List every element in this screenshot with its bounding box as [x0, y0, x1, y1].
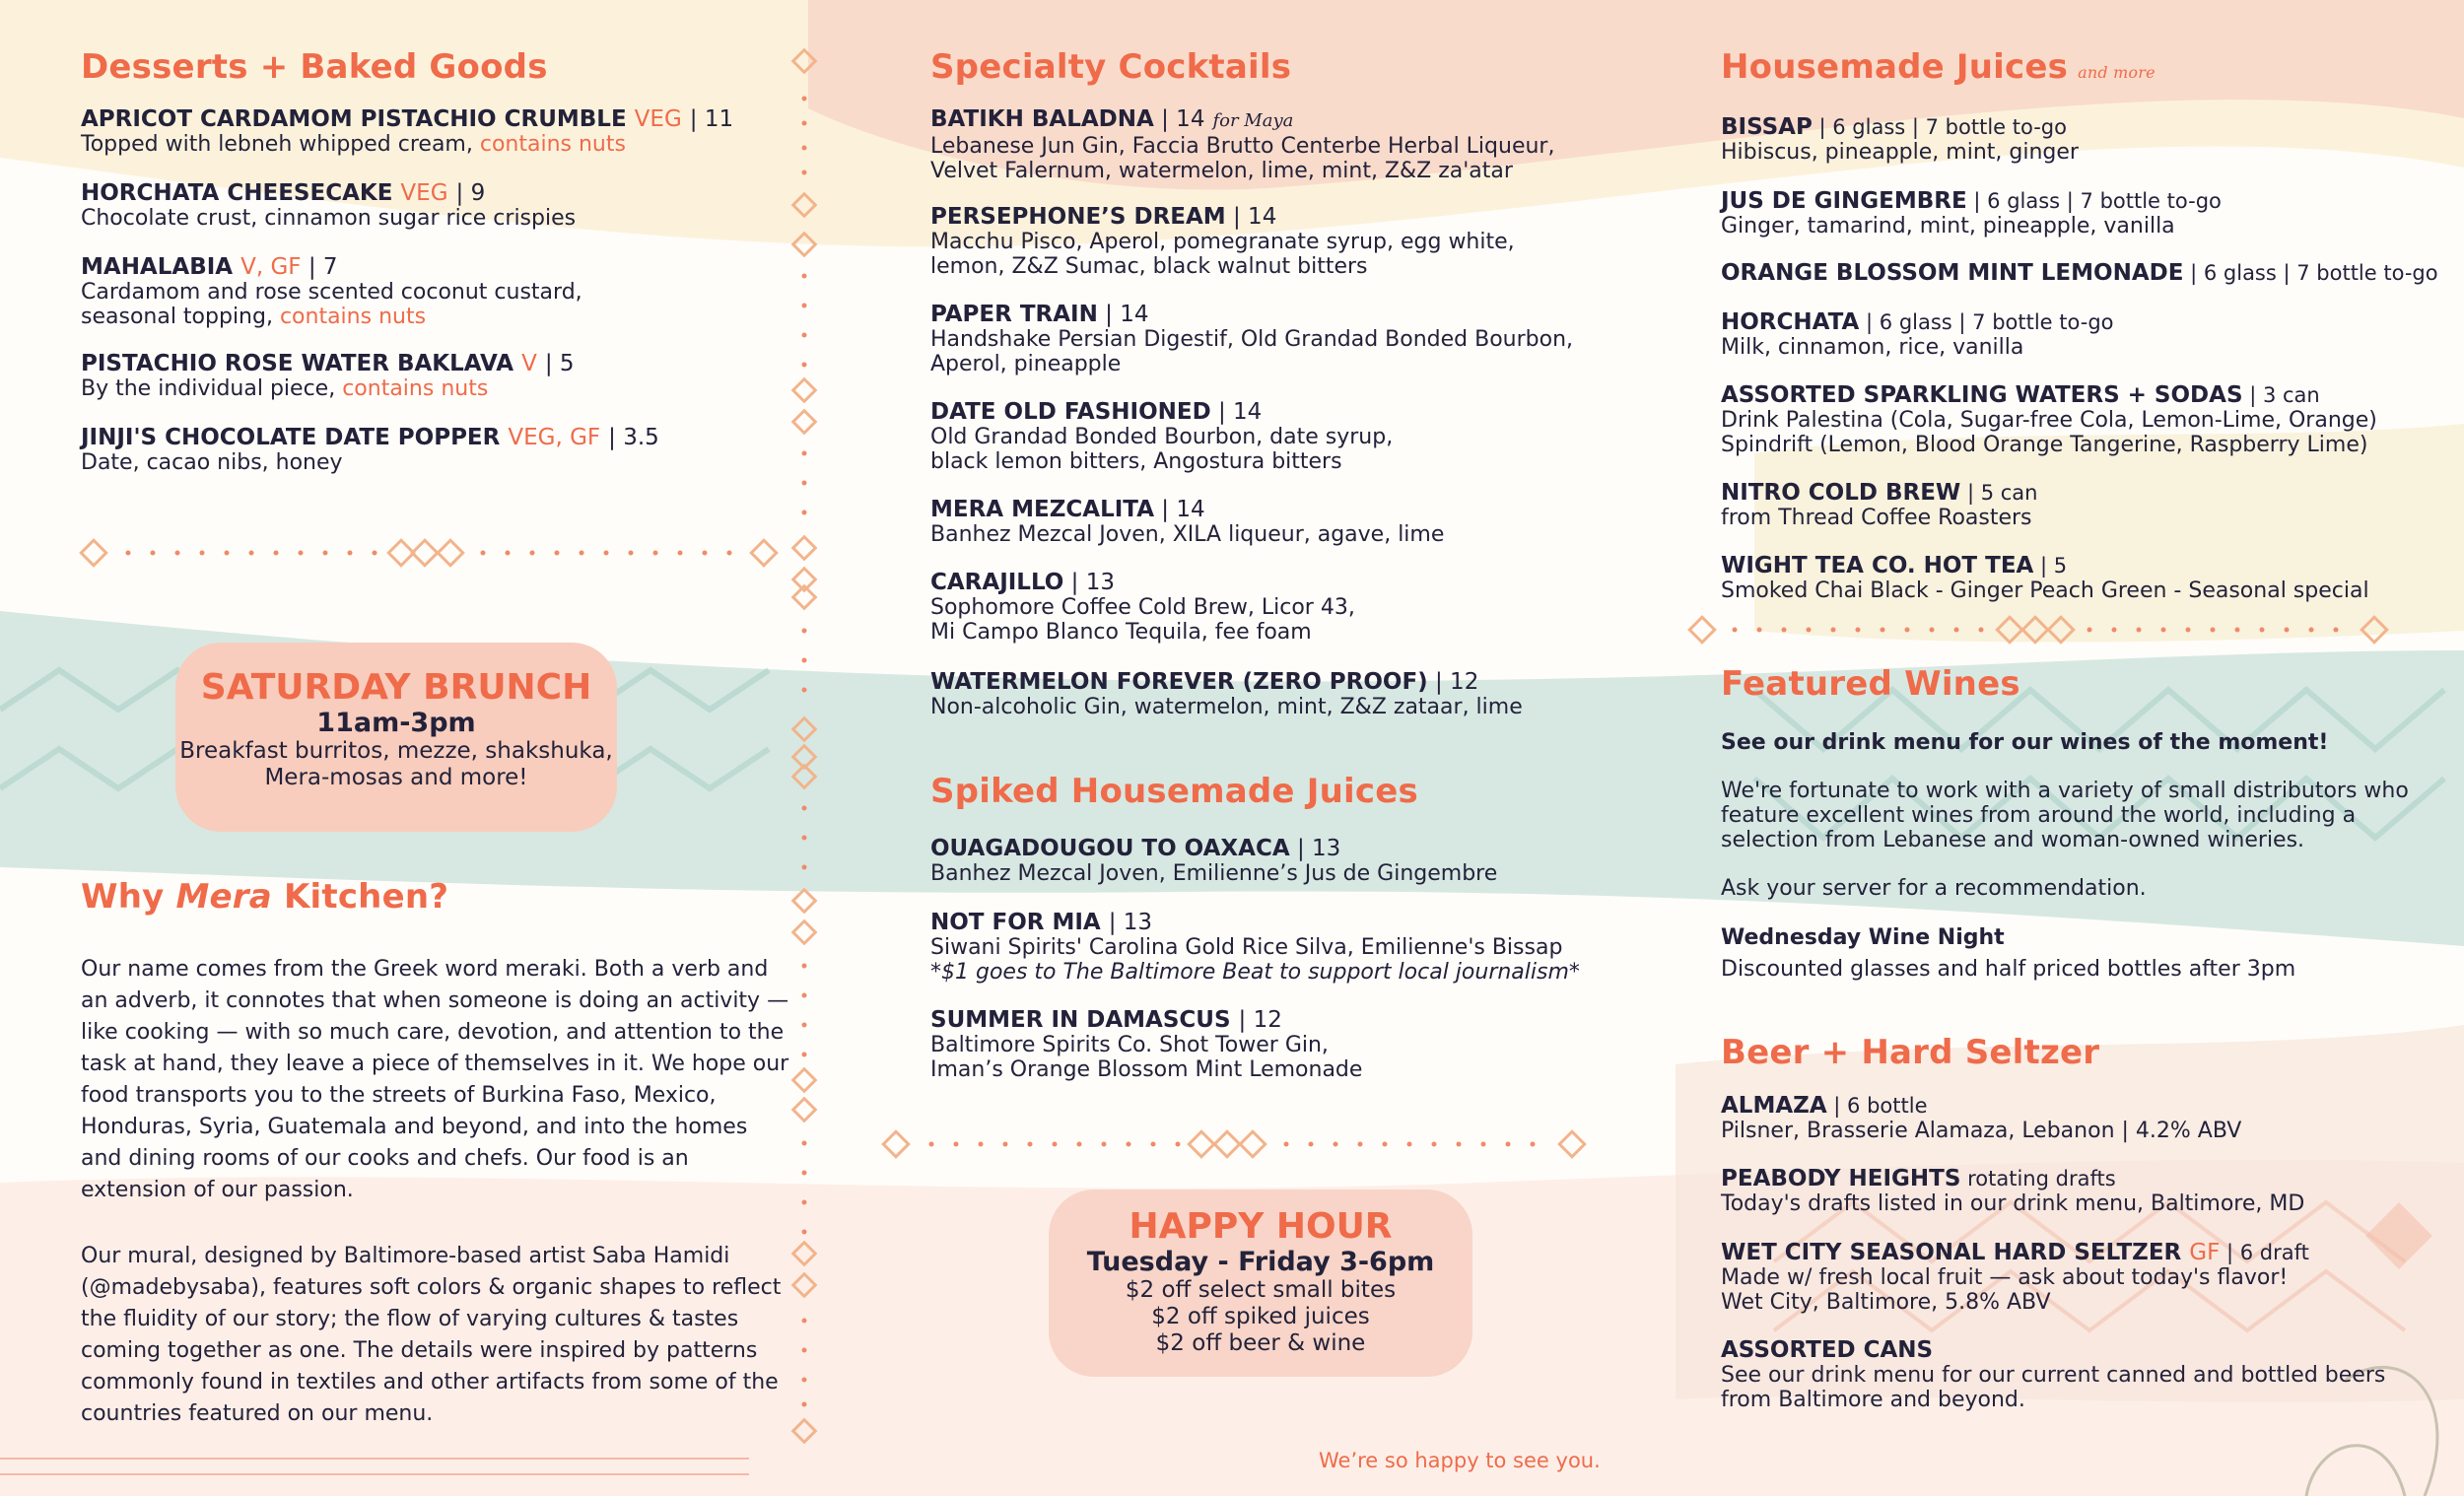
why-title: [81, 877, 448, 917]
brunch-title: SATURDAY BRUNCH: [200, 667, 592, 708]
item-name: WATERMELON FOREVER (ZERO PROOF): [930, 669, 1428, 695]
item-price: | 6 glass | 7 bottle to-go: [1966, 189, 2222, 213]
cocktail-item-5: [930, 497, 1679, 547]
item-name: HORCHATA: [1721, 309, 1860, 335]
item-price: | 14: [1210, 399, 1263, 425]
dietary-tag: VEG: [634, 106, 682, 132]
spiked-item-1: [930, 836, 1679, 886]
item-price: | 14: [1154, 497, 1205, 522]
item-description: Baltimore Spirits Co. Shot Tower Gin,: [930, 1033, 1329, 1057]
item-name: BISSAP: [1721, 114, 1813, 140]
dietary-tag: VEG, GF: [508, 425, 601, 450]
wines-ask: Ask your server for a recommendation.: [1721, 876, 2147, 901]
dessert-item-5: [81, 425, 790, 475]
item-name: ORANGE BLOSSOM MINT LEMONADE: [1721, 260, 2184, 286]
allergen-note: contains nuts: [279, 305, 427, 329]
spiked-item-3: [930, 1007, 1679, 1082]
item-description-2: seasonal topping,: [81, 305, 280, 329]
juices-title-note: and more: [2078, 63, 2156, 82]
item-note: rotating drafts: [1960, 1167, 2116, 1190]
wines-paragraph: We're fortunate to work with a variety of small distributors who feature excellent wines from around the world, including a selection from Lebanese and woman-owned wineries.: [1721, 779, 2409, 852]
item-price: | 12: [1427, 669, 1479, 695]
item-description-2: from Baltimore and beyond.: [1721, 1388, 2025, 1412]
dessert-item-1: [81, 106, 790, 157]
item-price: | 6 glass | 7 bottle to-go: [1812, 115, 2067, 139]
dessert-item-2: [81, 180, 790, 231]
happy-hour-line-2: $2 off spiked juices: [1151, 1304, 1370, 1329]
cocktail-item-6: [930, 570, 1679, 645]
item-price: | 13: [1289, 836, 1341, 861]
item-name: DATE OLD FASHIONED: [930, 399, 1211, 425]
item-name: MERA MEZCALITA: [930, 497, 1154, 522]
item-name: SUMMER IN DAMASCUS: [930, 1007, 1239, 1033]
juice-item-6: [1721, 480, 2430, 530]
dedication-note: for Maya: [1212, 110, 1294, 131]
juice-item-3: [1721, 260, 2438, 286]
item-price: | 11: [689, 106, 734, 132]
beer-title: Beer + Hard Seltzer: [1721, 1033, 2100, 1072]
item-name: PEABODY HEIGHTS: [1721, 1166, 1961, 1191]
desserts-title: Desserts + Baked Goods: [81, 47, 548, 87]
dietary-tag: VEG: [400, 180, 448, 206]
item-description-2: lemon, Z&Z Sumac, black walnut bitters: [930, 254, 1368, 279]
item-price: | 14: [1097, 302, 1149, 327]
item-description: Today's drafts listed in our drink menu, Baltimore, MD: [1721, 1191, 2305, 1216]
brunch-line-2: Mera-mosas and more!: [264, 765, 528, 790]
cocktail-item-1: [930, 106, 1679, 183]
item-price: | 6 draft: [2220, 1241, 2309, 1264]
happy-hour-callout: [1049, 1190, 1472, 1377]
item-name: CARAJILLO: [930, 570, 1064, 595]
item-name: WIGHT TEA CO. HOT TEA: [1721, 553, 2034, 578]
item-price: | 9: [455, 180, 486, 206]
cocktails-title: Specialty Cocktails: [930, 47, 1292, 87]
item-name: JINJI'S CHOCOLATE DATE POPPER: [81, 425, 501, 450]
item-description: Hibiscus, pineapple, mint, ginger: [1721, 140, 2079, 165]
item-description-2: Velvet Falernum, watermelon, lime, mint, Z&Z za'atar: [930, 159, 1513, 183]
saturday-brunch-callout: [175, 643, 617, 832]
juices-title-text: Housemade Juices: [1721, 47, 2069, 87]
item-name: ASSORTED CANS: [1721, 1337, 1934, 1363]
brunch-hours: 11am-3pm: [316, 708, 476, 738]
wine-night-title: Wednesday Wine Night: [1721, 925, 2005, 950]
beer-item-2: [1721, 1166, 2430, 1216]
item-description: Macchu Pisco, Aperol, pomegranate syrup, egg white,: [930, 230, 1515, 254]
item-price: | 5: [2033, 554, 2068, 578]
item-name: OUAGADOUGOU TO OAXACA: [930, 836, 1290, 861]
item-description-2: black lemon bitters, Angostura bitters: [930, 449, 1342, 474]
happy-hour-line-3: $2 off beer & wine: [1155, 1330, 1366, 1356]
cocktail-item-3: [930, 302, 1679, 376]
item-description: By the individual piece,: [81, 376, 343, 401]
happy-hour-line-1: $2 off select small bites: [1125, 1277, 1397, 1303]
spiked-item-2: [930, 910, 1679, 985]
cocktail-item-4: [930, 399, 1679, 474]
wines-title: Featured Wines: [1721, 664, 2020, 704]
item-price: | 5 can: [1960, 481, 2038, 505]
item-name: PERSEPHONE’S DREAM: [930, 204, 1226, 230]
juice-item-5: [1721, 382, 2430, 457]
item-name: NITRO COLD BREW: [1721, 480, 1961, 506]
juice-item-4: [1721, 309, 2430, 360]
item-price: | 6 glass | 7 bottle to-go: [1859, 310, 2114, 334]
item-description: Non-alcoholic Gin, watermelon, mint, Z&Z zataar, lime: [930, 695, 1523, 719]
item-description: Sophomore Coffee Cold Brew, Licor 43,: [930, 595, 1355, 620]
item-price: | 14: [1153, 106, 1205, 132]
juice-item-1: [1721, 114, 2430, 165]
juice-item-7: [1721, 553, 2430, 603]
item-description-2: Wet City, Baltimore, 5.8% ABV: [1721, 1290, 2051, 1315]
why-paragraph-1: Our name comes from the Greek word meraki. Both a verb and an adverb, it connotes that when someone is doing an activity — like cooking — with so much care, devotion, and attention to the task at hand, they leave a piece of themselves in it. We hope our food transports you to the streets of Burkina Faso, Mexico, Honduras, Syria, Guatemala and beyond, and into the homes and dining rooms of our cooks and chefs. Our food is an extension of our passion.: [81, 957, 789, 1202]
item-description: Ginger, tamarind, mint, pineapple, vanilla: [1721, 214, 2175, 238]
item-name: ASSORTED SPARKLING WATERS + SODAS: [1721, 382, 2243, 408]
happy-hour-days: Tuesday - Friday 3-6pm: [1086, 1247, 1435, 1277]
item-description-2: Mi Campo Blanco Tequila, fee foam: [930, 620, 1312, 645]
juice-item-2: [1721, 188, 2430, 238]
why-title-c: Kitchen?: [271, 877, 449, 917]
why-title-b: Mera: [175, 877, 272, 917]
item-description-2: Spindrift (Lemon, Blood Orange Tangerine, Raspberry Lime): [1721, 433, 2368, 457]
item-name: WET CITY SEASONAL HARD SELTZER: [1721, 1240, 2182, 1265]
allergen-note: contains nuts: [479, 132, 626, 157]
dessert-item-3: [81, 254, 790, 329]
item-description: See our drink menu for our current canned and bottled beers: [1721, 1363, 2386, 1388]
item-name: BATIKH BALADNA: [930, 106, 1154, 132]
item-description: Chocolate crust, cinnamon sugar rice crispies: [81, 206, 577, 231]
item-description-2: Iman’s Orange Blossom Mint Lemonade: [930, 1057, 1363, 1082]
dessert-item-4: [81, 351, 790, 401]
item-name: APRICOT CARDAMOM PISTACHIO CRUMBLE: [81, 106, 627, 132]
item-description: Topped with lebneh whipped cream,: [81, 132, 480, 157]
item-description: Cardamom and rose scented coconut custard,: [81, 280, 582, 305]
dietary-tag: GF: [2189, 1240, 2221, 1265]
item-description: Milk, cinnamon, rice, vanilla: [1721, 335, 2024, 360]
juices-title: [1721, 47, 2156, 87]
item-price: | 7: [301, 254, 338, 280]
wine-night-desc: Discounted glasses and half priced bottles after 3pm: [1721, 957, 2296, 982]
item-name: MAHALABIA: [81, 254, 241, 280]
dietary-tag: V, GF: [240, 254, 302, 280]
item-price: | 3.5: [608, 425, 659, 450]
beer-item-4: [1721, 1337, 2430, 1412]
item-description: Banhez Mezcal Joven, Emilienne’s Jus de Gingembre: [930, 861, 1498, 886]
item-price: | 5: [544, 351, 575, 376]
allergen-note: contains nuts: [342, 376, 489, 401]
item-name: JUS DE GINGEMBRE: [1721, 188, 1967, 214]
item-description: Drink Palestina (Cola, Sugar-free Cola, Lemon-Lime, Orange): [1721, 408, 2377, 433]
item-price: | 6 bottle: [1826, 1094, 1928, 1118]
dietary-tag: V: [521, 351, 537, 376]
why-title-a: Why: [81, 877, 176, 917]
item-description: Old Grandad Bonded Bourbon, date syrup,: [930, 425, 1394, 449]
item-price: | 12: [1238, 1007, 1282, 1033]
item-description: Pilsner, Brasserie Alamaza, Lebanon | 4.2% ABV: [1721, 1119, 2242, 1143]
item-price: | 14: [1225, 204, 1277, 230]
cocktail-item-7: [930, 669, 1679, 719]
charity-note: *$1 goes to The Baltimore Beat to support local journalism*: [930, 960, 1580, 985]
footer-tagline: We’re so happy to see you.: [1319, 1449, 1601, 1472]
wines-lead: See our drink menu for our wines of the moment!: [1721, 730, 2329, 755]
spiked-juices-title: Spiked Housemade Juices: [930, 772, 1418, 811]
item-price: | 13: [1063, 570, 1115, 595]
item-description: Lebanese Jun Gin, Faccia Brutto Centerbe Herbal Liqueur,: [930, 134, 1555, 159]
item-description: Siwani Spirits' Carolina Gold Rice Silva, Emilienne's Bissap: [930, 935, 1563, 960]
item-description: Made w/ fresh local fruit — ask about today's flavor!: [1721, 1265, 2289, 1290]
item-description: Date, cacao nibs, honey: [81, 450, 343, 475]
item-price: | 6 glass | 7 bottle to-go: [2183, 261, 2438, 285]
item-name: HORCHATA CHEESECAKE: [81, 180, 401, 206]
beer-item-1: [1721, 1093, 2430, 1143]
cocktail-item-2: [930, 204, 1679, 279]
item-name: PAPER TRAIN: [930, 302, 1098, 327]
item-price: | 3 can: [2242, 383, 2320, 407]
item-description-2: Aperol, pineapple: [930, 352, 1122, 376]
item-price: | 13: [1108, 910, 1153, 935]
item-description: Handshake Persian Digestif, Old Grandad Bonded Bourbon,: [930, 327, 1574, 352]
item-description: Banhez Mezcal Joven, XILA liqueur, agave, lime: [930, 522, 1445, 547]
item-name: NOT FOR MIA: [930, 910, 1109, 935]
why-paragraph-2: Our mural, designed by Baltimore-based artist Saba Hamidi (@madebysaba), features soft colors & organic shapes to reflect the fluidity of our story; the flow of varying cultures & tastes coming together as one. The details were inspired by patterns commonly found in textiles and other artifacts from some of the countries featured on our menu.: [81, 1244, 782, 1426]
item-name: ALMAZA: [1721, 1093, 1827, 1119]
item-description: Smoked Chai Black - Ginger Peach Green - Seasonal special: [1721, 578, 2369, 603]
beer-item-3: [1721, 1240, 2430, 1315]
brunch-line-1: Breakfast burritos, mezze, shakshuka,: [179, 738, 613, 764]
happy-hour-title: HAPPY HOUR: [1129, 1206, 1393, 1247]
item-name: PISTACHIO ROSE WATER BAKLAVA: [81, 351, 514, 376]
item-description: from Thread Coffee Roasters: [1721, 506, 2032, 530]
